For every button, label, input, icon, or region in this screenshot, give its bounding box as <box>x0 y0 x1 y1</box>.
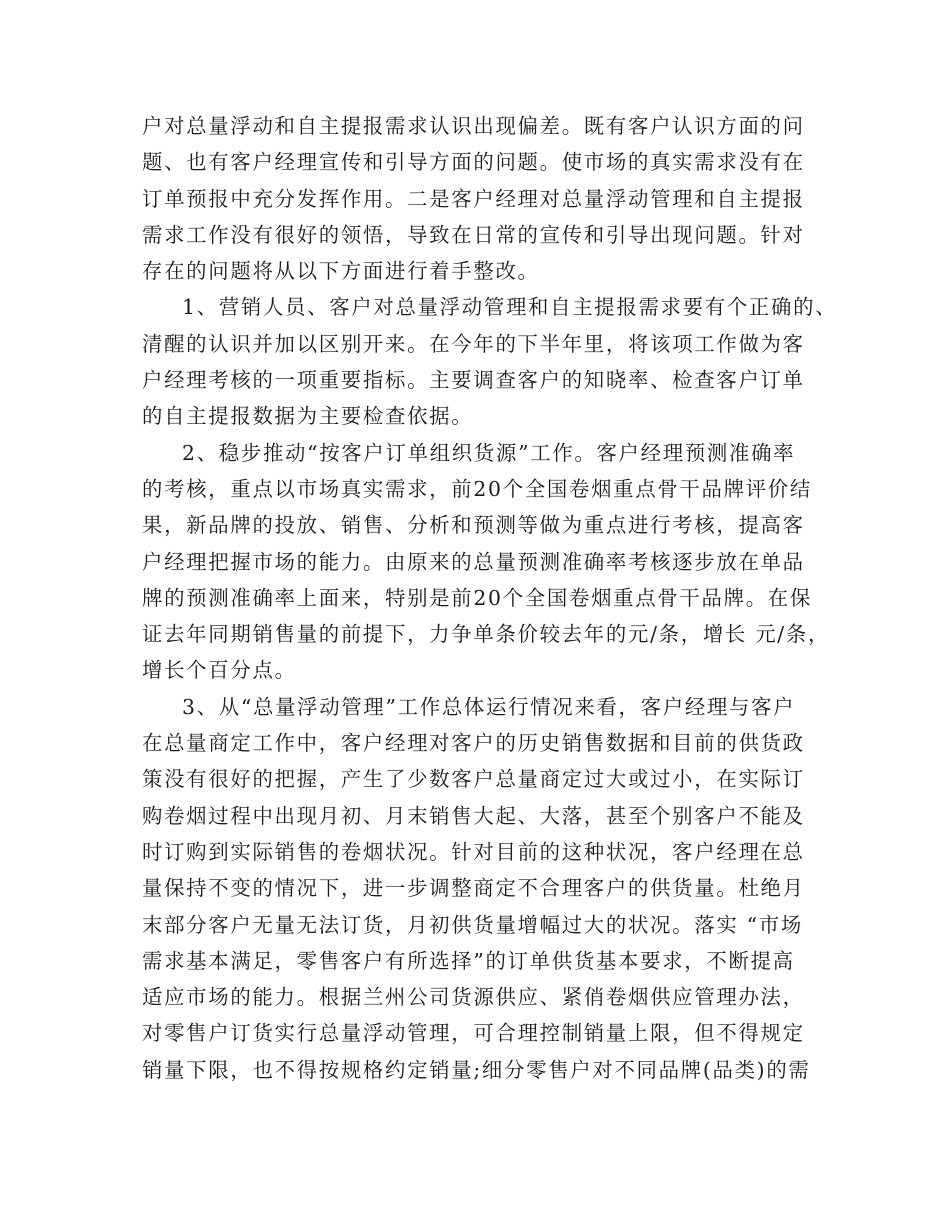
text-line: 的自主提报数据为主要检查依据。 <box>142 404 474 429</box>
text-line: 时订购到实际销售的卷烟状况。针对目前的这种状况，客户经理在总 <box>142 839 805 864</box>
text-line: 策没有很好的把握，产生了少数客户总量商定过大或过小，在实际订 <box>142 767 805 792</box>
text-line: 1、营销人员、客户对总量浮动管理和自主提报需求要有个正确的、 <box>182 295 838 320</box>
text-line: 2、稳步推动“按客户订单组织货源”工作。客户经理预测准确率 <box>182 440 796 465</box>
text-line: 增长个百分点。 <box>142 658 297 683</box>
text-line: 题、也有客户经理宣传和引导方面的问题。使市场的真实需求没有在 <box>142 150 805 175</box>
text-line: 清醒的认识并加以区别开来。在今年的下半年里，将该项工作做为客 <box>142 331 805 356</box>
text-line: 订单预报中充分发挥作用。二是客户经理对总量浮动管理和自主提报 <box>142 186 805 211</box>
text-line: 户经理把握市场的能力。由原来的总量预测准确率考核逐步放在单品 <box>142 549 805 574</box>
text-line: 在总量商定工作中，客户经理对客户的历史销售数据和目前的供货政 <box>142 731 805 756</box>
text-line: 证去年同期销售量的前提下，力争单条价较去年的元/条，增长 元/条， <box>142 622 831 647</box>
text-line: 户经理考核的一项重要指标。主要调查客户的知晓率、检查客户订单 <box>142 368 805 393</box>
text-line: 的考核，重点以市场真实需求，前20个全国卷烟重点骨干品牌评价结 <box>142 476 812 501</box>
text-line: 3、从“总量浮动管理”工作总体运行情况来看，客户经理与客户 <box>182 694 796 719</box>
text-line: 销量下限，也不得按规格约定销量;细分零售户对不同品牌(品类)的需 <box>142 1057 811 1082</box>
text-line: 户对总量浮动和自主提报需求认识出现偏差。既有客户认识方面的问 <box>142 114 805 138</box>
text-line: 量保持不变的情况下，进一步调整商定不合理客户的供货量。杜绝月 <box>142 876 805 901</box>
document-body <box>142 108 838 1088</box>
text-line: 存在的问题将从以下方面进行着手整改。 <box>142 259 540 284</box>
text-line: 适应市场的能力。根据兰州公司货源供应、紧俏卷烟供应管理办法， <box>142 985 805 1010</box>
text-line: 对零售户订货实行总量浮动管理，可合理控制销量上限，但不得规定 <box>142 1021 805 1046</box>
text-line: 需求基本满足，零售客户有所选择”的订单供货基本要求，不断提高 <box>142 948 795 973</box>
text-line: 需求工作没有很好的领悟，导致在日常的宣传和引导出现问题。针对 <box>142 222 805 247</box>
text-line: 牌的预测准确率上面来，特别是前20个全国卷烟重点骨干品牌。在保 <box>142 585 812 610</box>
text-line: 末部分客户无量无法订货，月初供货量增幅过大的状况。落实 “市场 <box>142 912 803 937</box>
text-line: 果，新品牌的投放、销售、分析和预测等做为重点进行考核，提高客 <box>142 513 805 538</box>
text-line: 购卷烟过程中出现月初、月末销售大起、大落，甚至个别客户不能及 <box>142 803 805 828</box>
